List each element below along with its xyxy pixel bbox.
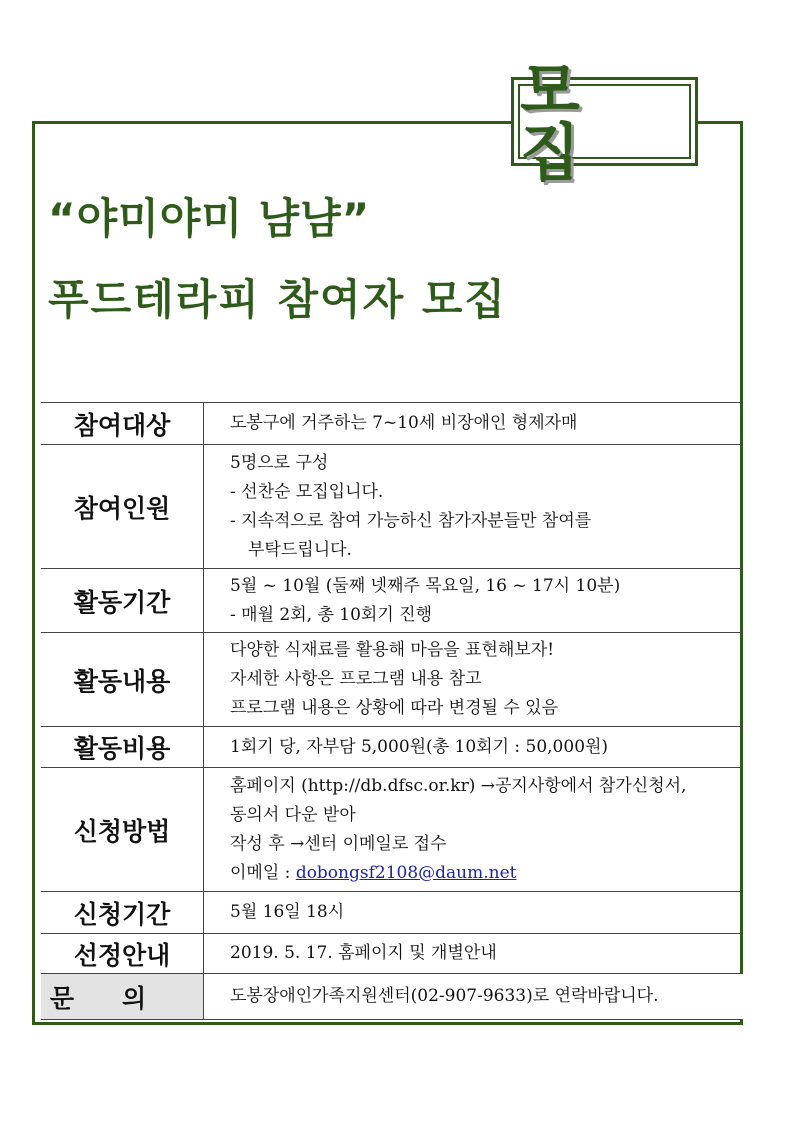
label-inquiry: 문의	[41, 974, 204, 1020]
value-apply-method	[204, 768, 744, 892]
value-line: 동의서 다운 받아	[230, 804, 356, 825]
email-prefix: 이메일 :	[230, 862, 296, 883]
value-cost	[204, 727, 744, 768]
row-inquiry	[41, 974, 743, 1020]
value-period	[204, 569, 744, 633]
row-apply-method	[41, 768, 743, 892]
label-apply-period: 신청기간	[41, 892, 204, 934]
value-line: 5월 ~ 10월 (둘째 넷째주 목요일, 16 ~ 17시 10분)	[230, 575, 621, 596]
value-target	[204, 403, 744, 445]
row-selection	[41, 934, 743, 974]
label-cost: 활동비용	[41, 727, 204, 768]
email-line	[230, 859, 743, 888]
value-inquiry	[204, 974, 744, 1020]
value-participants	[204, 445, 744, 569]
label-period: 활동기간	[41, 569, 204, 633]
title-line-1: “야미야미 냠냠”	[48, 194, 371, 243]
label-selection: 선정안내	[41, 934, 204, 974]
value-line: 홈페이지 (http://db.dfsc.or.kr) →공지사항에서 참가신청서,	[230, 775, 687, 796]
value-line: - 매월 2회, 총 10회기 진행	[230, 604, 432, 625]
value-line: 자세한 사항은 프로그램 내용 참고	[230, 669, 482, 689]
label-participants: 참여인원	[41, 445, 204, 569]
value-line: 2019. 5. 17. 홈페이지 및 개별안내	[230, 943, 497, 963]
row-content	[41, 633, 743, 727]
recruit-badge-inner	[518, 53, 691, 189]
label-target: 참여대상	[41, 403, 204, 445]
value-selection	[204, 934, 744, 974]
value-line: 1회기 당, 자부담 5,000원(총 10회기 : 50,000원)	[230, 736, 609, 757]
value-line: 부탁드립니다.	[248, 539, 352, 560]
email-link[interactable]: dobongsf2108@daum.net	[295, 862, 517, 883]
row-participants	[41, 445, 743, 569]
value-line: 5명으로 구성	[230, 452, 329, 473]
value-line: - 지속적으로 참여 가능하신 참가자분들만 참여를	[230, 510, 592, 531]
label-content: 활동내용	[41, 633, 204, 727]
value-line: 도봉구에 거주하는 7~10세 비장애인 형제자매	[230, 413, 578, 433]
value-line: 도봉장애인가족지원센터(02-907-9633)로 연락바랍니다.	[230, 986, 659, 1006]
recruit-badge-text: 모 집	[520, 53, 594, 189]
title-line-2: 푸드테라피 참여자 모집	[48, 275, 507, 324]
value-line: 5월 16일 18시	[230, 902, 345, 922]
recruit-badge	[511, 53, 698, 189]
value-line: 프로그램 내용은 상황에 따라 변경될 수 있음	[230, 698, 559, 718]
row-period	[41, 569, 743, 633]
info-table	[41, 402, 743, 1020]
row-cost	[41, 727, 743, 768]
value-content	[204, 633, 744, 727]
row-target	[41, 403, 743, 445]
row-apply-period	[41, 892, 743, 934]
value-line: 작성 후 →센터 이메일로 접수	[230, 833, 447, 854]
value-apply-period	[204, 892, 744, 934]
label-apply-method: 신청방법	[41, 768, 204, 892]
value-line: 다양한 식재료를 활용해 마음을 표현해보자!	[230, 640, 555, 660]
value-line: - 선찬순 모집입니다.	[230, 481, 384, 502]
